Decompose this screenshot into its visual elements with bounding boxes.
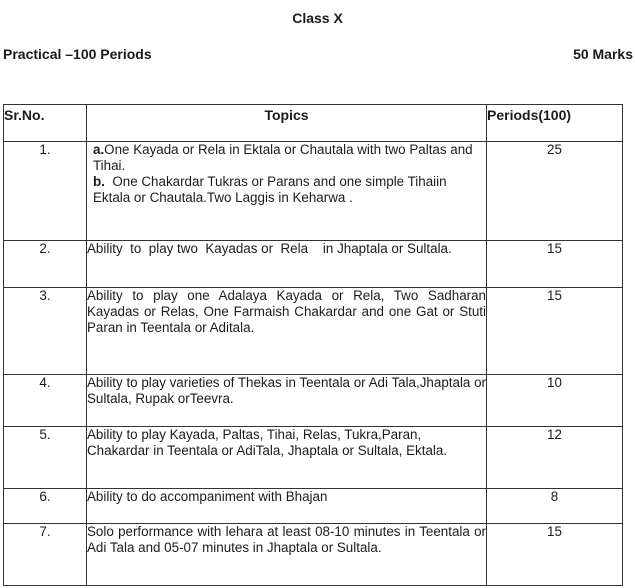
topic-cell: Ability to play one Adalaya Kayada or Rela, Two Sadharan Kayadas or Relas, One Farmaish Chakardar and one Gat or Stuti Paran in Teentala or Aditala. (87, 288, 487, 375)
header-periods: Periods(100) (487, 105, 623, 142)
periods-cell: 8 (487, 489, 623, 524)
topic-cell: Ability to play two Kayadas or Rela in Jhaptala or Sultala. (87, 241, 487, 288)
topic-cell: Solo performance with lehara at least 08-10 minutes in Teentala or Adi Tala and 05-07 minutes in Jhaptala or Sultala. (87, 524, 487, 586)
topic-part-b (93, 174, 486, 206)
header-topics: Topics (87, 105, 487, 142)
sr-no-cell: 5. (4, 427, 87, 489)
topic-cell: Ability to play Kayada, Paltas, Tihai, Relas, Tukra,Paran, Chakardar in Teentala or AdiTala, Jhaptala or Sultala, Ektala. (87, 427, 487, 489)
topic-cell (87, 142, 487, 241)
sr-no-cell: 4. (4, 375, 87, 427)
periods-cell: 12 (487, 427, 623, 489)
sr-no-cell: 7. (4, 524, 87, 586)
sr-no-cell: 2. (4, 241, 87, 288)
table-header-row (4, 105, 623, 142)
marks-label: 50 Marks (573, 46, 633, 62)
table-row (4, 241, 623, 288)
table-row (4, 427, 623, 489)
part-label: a. (93, 142, 105, 157)
topic-cell: Ability to play varieties of Thekas in Teentala or Adi Tala,Jhaptala or Sultala, Rupak orTeevra. (87, 375, 487, 427)
table-row (4, 142, 623, 241)
table-row (4, 489, 623, 524)
part-text: One Chakardar Tukras or Parans and one simple Tihaiin Ektala or Chautala.Two Laggis in Keharwa . (93, 174, 451, 205)
part-text: One Kayada or Rela in Ektala or Chautala with two Paltas and Tihai. (93, 142, 473, 173)
page-title: Class X (292, 10, 343, 26)
sr-no-cell: 3. (4, 288, 87, 375)
part-label: b. (93, 174, 105, 189)
topic-cell: Ability to do accompaniment with Bhajan (87, 489, 487, 524)
sr-no-cell: 6. (4, 489, 87, 524)
syllabus-table (3, 104, 623, 586)
header-sr-no: Sr.No. (4, 105, 87, 142)
periods-cell: 10 (487, 375, 623, 427)
periods-cell: 15 (487, 524, 623, 586)
periods-cell: 15 (487, 288, 623, 375)
practical-periods-label: Practical –100 Periods (3, 46, 152, 62)
table-row (4, 288, 623, 375)
periods-cell: 25 (487, 142, 623, 241)
topic-part-a (93, 142, 486, 174)
periods-cell: 15 (487, 241, 623, 288)
table-row (4, 524, 623, 586)
sr-no-cell: 1. (4, 142, 87, 241)
table-row (4, 375, 623, 427)
